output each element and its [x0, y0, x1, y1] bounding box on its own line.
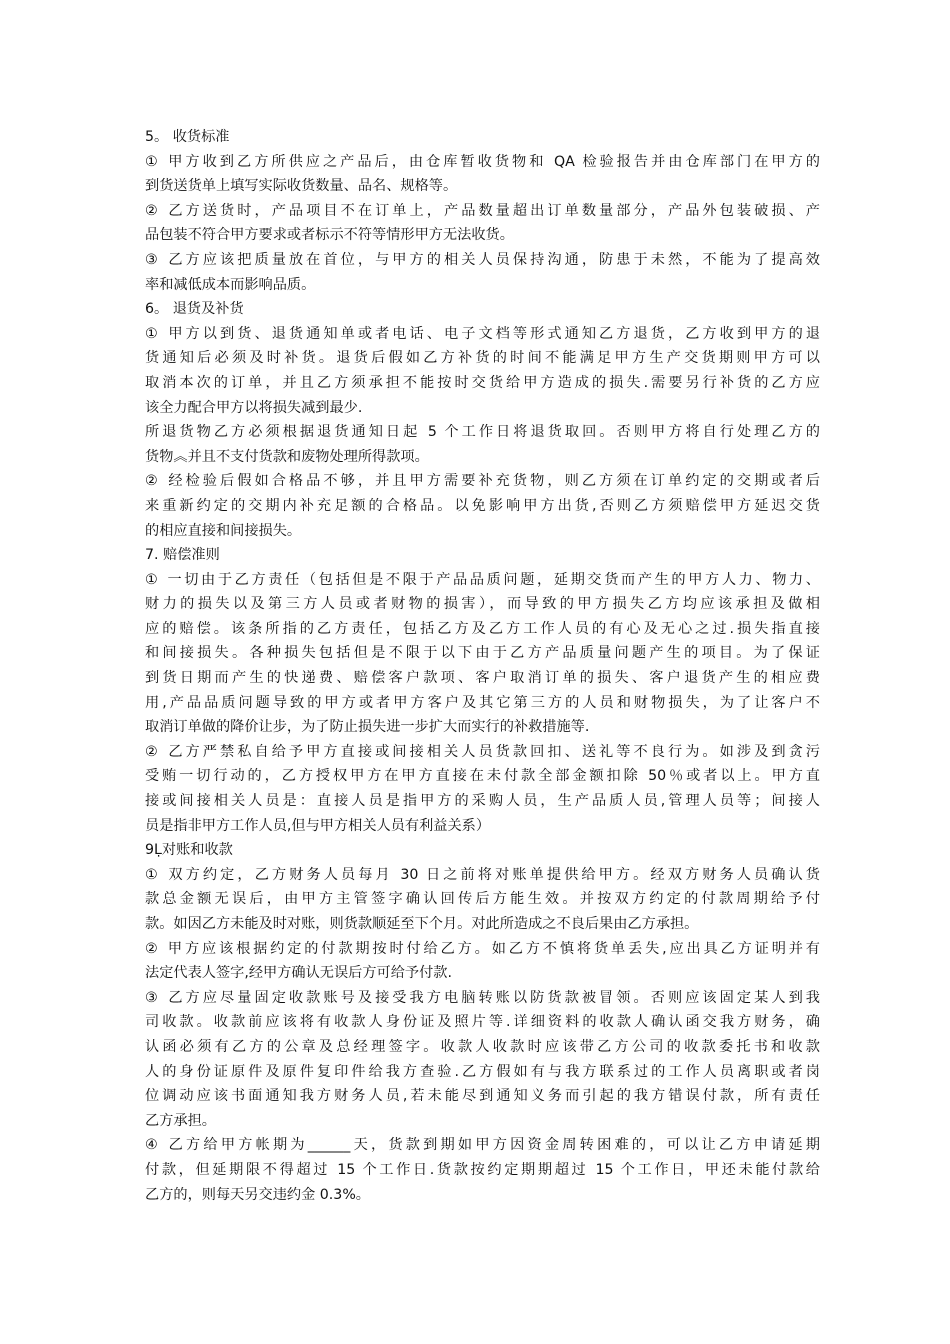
paragraph-line: 款。如因乙方未能及时对账，则货款顺延至下个月。对此所造成之不良后果由乙方承担。: [145, 916, 699, 932]
paragraph-line: ① 甲方以到货、退货通知单或者电话、电子文档等形式通知乙方退货，乙方收到甲方的退: [145, 325, 820, 342]
paragraph-line: ① 双方约定，乙方财务人员每月 30 日之前将对账单提供给甲方。经双方财务人员确认货: [145, 866, 820, 883]
paragraph-line: ② 乙方严禁私自给予甲方直接或间接相关人员货款回扣、送礼等不良行为。如涉及到贪污: [145, 743, 820, 760]
section-heading-6: 6。 退货及补货: [145, 301, 244, 318]
paragraph-line: 货通知后必须及时补货。退货后假如乙方补货的时间不能满足甲方生产交货期则甲方可以: [145, 350, 820, 367]
paragraph-line: 到货送货单上填写实际收货数量、品名、规格等。: [145, 178, 458, 195]
paragraph-line: 到货日期而产生的快递费、赔偿客户款项、客户取消订单的损失、客户退货产生的相应费: [145, 670, 820, 687]
paragraph-line: 取消订单做的降价让步，为了防止损失进一步扩大而实行的补救措施等.: [145, 719, 590, 736]
paragraph-line: 的相应直接和间接损失。: [145, 522, 302, 539]
paragraph-line: 货物︽并且不支付货款和废物处理所得款项。: [145, 448, 429, 465]
paragraph-line: ② 乙方送货时，产品项目不在订单上，产品数量超出订单数量部分，产品外包装破损、产: [145, 202, 820, 219]
paragraph-line: ① 一切由于乙方责任（包括但是不限于产品品质问题，延期交货而产生的甲方人力、物力、: [145, 571, 820, 588]
paragraph-line: 率和减低成本而影响品质。: [145, 276, 316, 293]
paragraph-line: 受贿一切行动的，乙方授权甲方在甲方直接在未付款全部金额扣除 50％或者以上。甲方直: [145, 768, 820, 785]
paragraph-line: 用,产品品质问题导致的甲方或者甲方客户及其它第三方的人员和财物损失，为了让客户不: [145, 694, 820, 711]
paragraph-line: 乙方的，则每天另交违约金 0.3%。: [145, 1186, 370, 1203]
paragraph-line: 款总金额无误后，由甲方主管签字确认回传后方能生效。并按双方约定的付款周期给予付: [145, 891, 820, 908]
paragraph-line: 付款，但延期限不得超过 15 个工作日.货款按约定期期超过 15 个工作日，甲还未能付款给: [145, 1161, 820, 1178]
paragraph-line: 接或间接相关人员是：直接人员是指甲方的采购人员，生产品质人员,管理人员等；间接人: [145, 793, 820, 810]
section-heading-5: 5。 收货标准: [145, 129, 230, 145]
section-heading-9: 9Ḷ对账和收款: [145, 842, 233, 859]
paragraph-line: ③ 乙方应该把质量放在首位，与甲方的相关人员保持沟通，防患于未然，不能为了提高效: [145, 251, 820, 268]
paragraph-line: ① 甲方收到乙方所供应之产品后，由仓库暂收货物和 QA 检验报告并由仓库部门在甲方的: [145, 153, 820, 170]
paragraph-line: ② 甲方应该根据约定的付款期按时付给乙方。如乙方不慎将货单丢失,应出具乙方证明并有: [145, 940, 820, 957]
paragraph-line: 应的赔偿。该条所指的乙方责任，包括乙方及乙方工作人员的有心及无心之过.损失指直接: [145, 620, 820, 637]
paragraph-line: 位调动应该书面通知我方财务人员,若未能尽到通知义务而引起的我方错误付款，所有责任: [145, 1088, 820, 1105]
paragraph-line: ④ 乙方给甲方帐期为______天，货款到期如甲方因资金周转困难的，可以让乙方申请延期: [145, 1137, 820, 1154]
paragraph-line: 品包装不符合甲方要求或者标示不符等情形甲方无法收货。: [145, 227, 514, 244]
paragraph-line: 员是指非甲方工作人员,但与甲方相关人员有利益关系）: [145, 817, 491, 834]
paragraph-line: 认函必须有乙方的公章及总经理签字。收款人收款时应该带乙方公司的收款委托书和收款: [145, 1038, 820, 1055]
paragraph-line: 法定代表人签字,经甲方确认无误后方可给予付款.: [145, 965, 452, 982]
paragraph-line: ② 经检验后假如合格品不够，并且甲方需要补充货物，则乙方须在订单约定的交期或者后: [145, 473, 820, 490]
document-body: [145, 125, 820, 1207]
section-heading-7: 7. 赔偿准则: [145, 547, 220, 564]
paragraph-line: 人的身份证原件及原件复印件给我方查验.乙方假如有与我方联系过的工作人员离职或者岗: [145, 1063, 820, 1080]
paragraph-line: 司收款。收款前应该将有收款人身份证及照片等.详细资料的收款人确认函交我方财务，确: [145, 1014, 820, 1031]
paragraph-line: 取消本次的订单，并且乙方须承担不能按时交货给甲方造成的损失.需要另行补货的乙方应: [145, 374, 820, 391]
paragraph-line: 所退货物乙方必须根据退货通知日起 5 个工作日将退货取回。否则甲方将自行处理乙方的: [145, 424, 820, 441]
paragraph-line: 来重新约定的交期内补充足额的合格品。以免影响甲方出货,否则乙方须赔偿甲方延迟交货: [145, 497, 820, 514]
paragraph-line: 财力的损失以及第三方人员或者财物的损害），而导致的甲方损失乙方均应该承担及做相: [145, 596, 820, 613]
paragraph-line: 乙方承担。: [145, 1112, 216, 1129]
paragraph-line: 和间接损失。各种损失包括但是不限于以下由于乙方产品质量问题产生的项目。为了保证: [145, 645, 820, 662]
paragraph-line: ③ 乙方应尽量固定收款账号及接受我方电脑转账以防货款被冒领。否则应该固定某人到我: [145, 989, 820, 1006]
paragraph-line: 该全力配合甲方以将损失减到最少.: [145, 399, 363, 416]
